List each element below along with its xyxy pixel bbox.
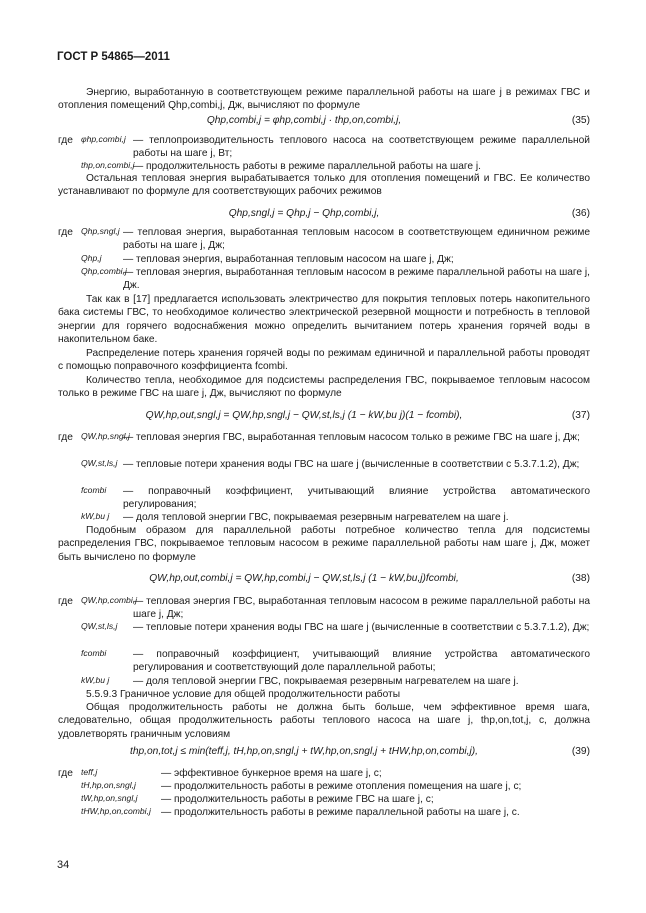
- equation-36-number: (36): [571, 208, 590, 219]
- equation-35-number: (35): [571, 115, 590, 126]
- legend-row: [58, 806, 590, 819]
- paragraph-dhw-heat: Количество тепла, необходимое для подсистемы распределения ГВС, покрываемое тепловым насосом только в режиме ГВС на шаге j, Дж, вычисляют по формуле: [58, 375, 590, 400]
- equation-37-formula: QW,hp,out,sngl,j = QW,hp,sngl,j − QW,st,ls,j (1 − kW,bu j)(1 − fcombi),: [145, 410, 463, 421]
- legend-row: [58, 226, 590, 252]
- legend-where: где: [58, 768, 73, 779]
- legend-symbol: QW,st,ls,j: [81, 458, 118, 468]
- legend-symbol: tW,hp,on,sngl,j: [81, 793, 138, 803]
- equation-36-formula: Qhp,sngl,j = Qhp,j − Qhp,combi,j,: [228, 208, 380, 219]
- legend-text: — теплопроизводительность теплового насоса на соответствующем режиме параллельной работы на шаге j, Вт;: [133, 135, 590, 160]
- legend-symbol: kW,bu j: [81, 675, 110, 685]
- legend-row: [58, 793, 590, 806]
- legend-row: [58, 780, 590, 793]
- legend-text: — тепловая энергия, выработанная тепловым насосом в режиме параллельной работы на шаге j, Дж.: [123, 267, 590, 292]
- equation-38: [58, 572, 590, 586]
- legend-text: — продолжительность работы в режиме параллельной работы на шаге j.: [133, 161, 481, 172]
- paragraph-energy-combi: Энергию, выработанную в соответствующем режиме параллельной работы на шаге j в режимах ГВС и отопления помещений Qhp,combi,j, Дж, вычисляют по формуле: [58, 87, 590, 112]
- legend-symbol: Qhp,sngl,j: [81, 226, 120, 236]
- legend-text: — продолжительность работы в режиме отопления помещения на шаге j, с;: [161, 781, 522, 792]
- equation-37: [58, 409, 590, 423]
- paragraph-electricity: Так как в [17] предлагается использовать электричество для покрытия тепловых потерь накопительного бака системы ГВС, то необходимое количество электрической резервной мощности и потребность в тепловой энергии для горячего водоснабжения можно определить вычитанием потерь хранения горячей воды в накопительном баке.: [58, 294, 590, 345]
- legend-symbol: fcombi: [81, 648, 107, 658]
- legend-symbol: QW,hp,combi,j: [81, 595, 138, 605]
- legend-symbol: thp,on,combi,j: [81, 160, 135, 170]
- equation-39-formula: thp,on,tot,j ≤ min(teff,j, tH,hp,on,sngl,j + tW,hp,on,sngl,j + tHW,hp,on,combi,j),: [130, 746, 478, 757]
- legend-text: — тепловые потери хранения воды ГВС на шаге j (вычисленные в соответствии с 5.3.7.1.2), Дж;: [133, 622, 590, 633]
- legend-row: [58, 485, 590, 511]
- legend-text: — эффективное бункерное время на шаге j, с;: [161, 768, 382, 779]
- legend-text: — поправочный коэффициент, учитывающий влияние устройства автоматического регулирования и соответствующий доле параллельной работы;: [133, 649, 590, 674]
- standard-header: ГОСТ Р 54865—2011: [57, 51, 170, 63]
- legend-text: — продолжительность работы в режиме ГВС на шаге j, с;: [161, 794, 434, 805]
- legend-text: — тепловая энергия ГВС, выработанная тепловым насосом только в режиме ГВС на шаге j, Дж;: [123, 432, 580, 443]
- legend-symbol: teff,j: [81, 767, 98, 777]
- legend-symbol: Qhp,j: [81, 253, 102, 263]
- legend-row: [58, 595, 590, 621]
- legend-row: [58, 431, 590, 457]
- legend-text: — продолжительность работы в режиме параллельной работы на шаге j, с.: [161, 807, 520, 818]
- legend-where: где: [58, 596, 73, 607]
- legend-row: [58, 767, 590, 780]
- legend-text: — тепловые потери хранения воды ГВС на шаге j (вычисленные в соответствии с 5.3.7.1.2), Дж;: [123, 459, 580, 470]
- equation-36: [58, 207, 590, 221]
- section-heading-5-5-9-3: 5.5.9.3 Граничное условие для общей продолжительности работы: [86, 689, 401, 700]
- legend-symbol: tHW,hp,on,combi,j: [81, 806, 151, 816]
- equation-37-number: (37): [571, 410, 590, 421]
- legend-text: — доля тепловой энергии ГВС, покрываемая резервным нагревателем на шаге j.: [133, 676, 519, 687]
- legend-text: — тепловая энергия, выработанная тепловым насосом в соответствующем единичном режиме работы на шаге j, Дж;: [123, 227, 590, 252]
- legend-text: — тепловая энергия ГВС, выработанная тепловым насосом в режиме параллельной работы на шаге j, Дж;: [133, 596, 590, 621]
- equation-38-number: (38): [571, 573, 590, 584]
- legend-row: [58, 253, 590, 266]
- paragraph-parallel-heat: Подобным образом для параллельной работы потребное количество тепла для подсистемы распределения ГВС, покрываемое тепловым насосом в режиме параллельной работы нам шаге j, Дж, может быть вычислено по формуле: [58, 525, 590, 563]
- legend-symbol: Qhp,combi,j: [81, 266, 127, 276]
- legend-symbol: QW,hp,sngl,j: [81, 431, 130, 441]
- legend-symbol: fcombi: [81, 485, 107, 495]
- equation-39-number: (39): [571, 746, 590, 757]
- legend-text: — тепловая энергия, выработанная тепловым насосом на шаге j, Дж;: [123, 254, 454, 265]
- legend-symbol: φhp,combi,j: [81, 134, 126, 144]
- legend-text: — доля тепловой энергии ГВС, покрываемая резервным нагревателем на шаге j.: [123, 512, 509, 523]
- legend-row: [58, 266, 590, 292]
- legend-row: [58, 648, 590, 674]
- page-number: 34: [57, 859, 70, 871]
- legend-text: — поправочный коэффициент, учитывающий влияние устройства автоматического регулирования;: [123, 486, 590, 511]
- legend-symbol: kW,bu j: [81, 511, 110, 521]
- equation-35: [58, 114, 590, 128]
- legend-row: [58, 675, 590, 688]
- paragraph-boundary-condition: Общая продолжительность работы не должна быть больше, чем эффективное время шага, следовательно, общая продолжительность работы теплового насоса на шаге j, thp,on,tot,j, с, должна удовлетворять граничным условиям: [58, 702, 590, 740]
- legend-where: где: [58, 227, 73, 238]
- legend-row: [58, 134, 590, 160]
- paragraph-remaining-energy: Остальная тепловая энергия вырабатывается только для отопления помещений и ГВС. Ее количество устанавливают по формуле для соответствующих рабочих режимов: [58, 173, 590, 198]
- legend-where: где: [58, 432, 73, 443]
- legend-where: где: [58, 135, 73, 146]
- legend-row: [58, 511, 590, 524]
- equation-39: [58, 745, 590, 759]
- equation-35-formula: Qhp,combi,j = φhp,combi,j · thp,on,combi,j,: [206, 115, 402, 126]
- equation-38-formula: QW,hp,out,combi,j = QW,hp,combi,j − QW,st,ls,j (1 − kW,bu,j)fcombi,: [149, 573, 459, 584]
- legend-symbol: tH,hp,on,sngl,j: [81, 780, 136, 790]
- legend-symbol: QW,st,ls,j: [81, 621, 118, 631]
- paragraph-losses-distribution: Распределение потерь хранения горячей воды по режимам единичной и параллельной работы проводят с помощью поправочного коэффициента fcombi.: [58, 348, 590, 373]
- legend-row: [58, 458, 590, 484]
- legend-row: [58, 621, 590, 647]
